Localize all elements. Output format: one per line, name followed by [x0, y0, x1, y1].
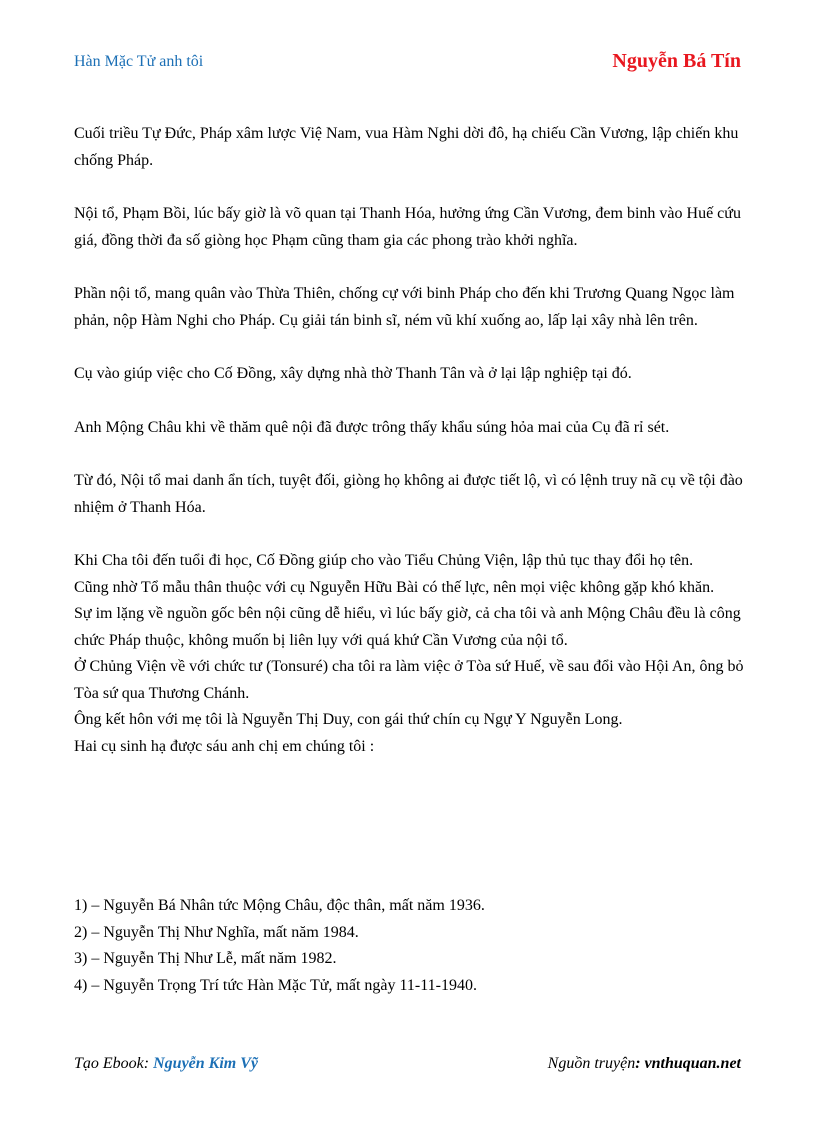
list-item: 2) – Nguyễn Thị Như Nghĩa, mất năm 1984.	[74, 923, 359, 941]
children-list	[74, 893, 754, 999]
footer-ebook-credit	[74, 1055, 258, 1073]
header-book-title: Hàn Mặc Tử anh tôi	[74, 53, 204, 70]
header-author: Nguyễn Bá Tín	[612, 50, 741, 72]
paragraph: Anh Mộng Châu khi về thăm quê nội đã được trông thấy khẩu súng hỏa mai của Cụ đã rỉ sét.	[74, 418, 670, 436]
block-line: Ông kết hôn với mẹ tôi là Nguyễn Thị Duy, con gái thứ chín cụ Ngự Y Nguyễn Long.	[74, 711, 623, 728]
paragraph: Cụ vào giúp việc cho Cố Đồng, xây dựng nhà thờ Thanh Tân và ở lại lập nghiệp tại đó.	[74, 365, 632, 382]
footer-ebook-creator: Nguyễn Kim Vỹ	[153, 1055, 258, 1072]
list-item: 3) – Nguyễn Thị Như Lễ, mất năm 1982.	[74, 950, 337, 967]
block-line: Hai cụ sinh hạ được sáu anh chị em chúng tôi :	[74, 737, 375, 755]
paragraph: Nội tổ, Phạm Bồi, lúc bấy giờ là võ quan tại Thanh Hóa, hưởng ứng Cần Vương, đem binh vào Huế cứu giá, đồng thời đa số giòng học Phạm cũng tham gia các phong trào khởi nghĩa.	[74, 205, 741, 249]
block-line: Cũng nhờ Tổ mẫu thân thuộc với cụ Nguyễn Hữu Bài có thế lực, nên mọi việc không gặp khó khăn.	[74, 578, 715, 596]
footer-ebook-label: Tạo Ebook	[74, 1055, 144, 1072]
footer-source-sep: :	[635, 1055, 645, 1072]
document-body	[74, 121, 754, 760]
footer-source-site: vnthuquan.net	[644, 1055, 741, 1072]
list-item: 4) – Nguyễn Trọng Trí tức Hàn Mặc Tử, mất ngày 11-11-1940.	[74, 976, 477, 994]
footer-ebook-sep: :	[143, 1055, 154, 1072]
paragraph: Cuối triều Tự Đức, Pháp xâm lược Việ Nam, vua Hàm Nghi dời đô, hạ chiếu Cần Vương, lập chiến khu chống Pháp.	[74, 125, 739, 169]
block-line: Sự im lặng về nguồn gốc bên nội cũng dễ hiểu, vì lúc bấy giờ, cả cha tôi và anh Mộng Châu đều là công chức Pháp thuộc, không muốn bị liên lụy với quá khứ Cần Vương của nội tổ.	[74, 605, 741, 649]
paragraph: Phần nội tổ, mang quân vào Thừa Thiên, chống cự với binh Pháp cho đến khi Trương Quang Ngọc làm phản, nộp Hàm Nghi cho Pháp. Cụ giải tán binh sĩ, ném vũ khí xuống ao, lấp lại xây nhà lên trên.	[74, 285, 735, 329]
family-history-block	[74, 548, 754, 760]
block-line: Ở Chủng Viện về với chức tư (Tonsuré) cha tôi ra làm việc ở Tòa sứ Huế, về sau đổi vào Hội An, ông bỏ Tòa sứ qua Thương Chánh.	[74, 658, 744, 702]
paragraph: Từ đó, Nội tổ mai danh ẩn tích, tuyệt đối, giòng họ không ai được tiết lộ, vì có lệnh truy nã cụ về tội đào nhiệm ở Thanh Hóa.	[74, 472, 743, 516]
footer-source-label: Nguồn truyện	[547, 1055, 636, 1072]
list-item: 1) – Nguyễn Bá Nhân tức Mộng Châu, độc thân, mất năm 1936.	[74, 897, 485, 914]
block-line: Khi Cha tôi đến tuổi đi học, Cố Đồng giúp cho vào Tiểu Chủng Viện, lập thủ tục thay đổi họ tên.	[74, 552, 694, 569]
footer-source-credit	[548, 1055, 741, 1073]
